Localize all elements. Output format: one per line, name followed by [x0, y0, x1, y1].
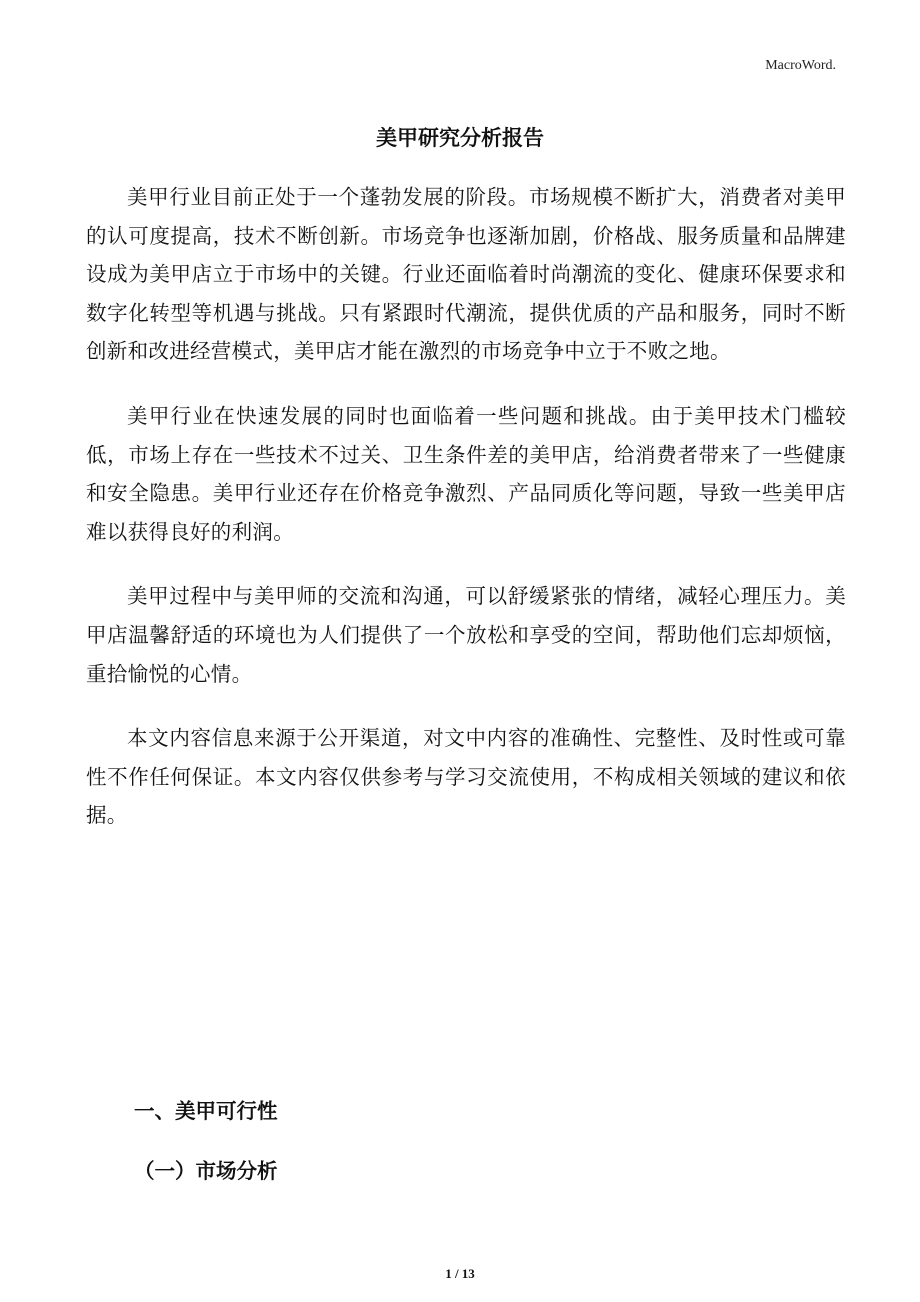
document-title: 美甲研究分析报告 — [376, 126, 544, 150]
section-heading: 一、美甲可行性 — [134, 1099, 278, 1123]
paragraph-3: 美甲过程中与美甲师的交流和沟通，可以舒缓紧张的情绪，减轻心理压力。美甲店温馨舒适的环境也为人们提供了一个放松和享受的空间，帮助他们忘却烦恼，重拾愉悦的心情。 — [86, 584, 846, 686]
document-body — [86, 178, 846, 861]
header-brand: MacroWord. — [765, 58, 836, 73]
paragraph-4: 本文内容信息来源于公开渠道，对文中内容的准确性、完整性、及时性或可靠性不作任何保证。本文内容仅供参考与学习交流使用，不构成相关领域的建议和依据。 — [86, 726, 846, 828]
sub-heading: （一）市场分析 — [134, 1159, 278, 1183]
paragraph-2: 美甲行业在快速发展的同时也面临着一些问题和挑战。由于美甲技术门槛较低，市场上存在一些技术不过关、卫生条件差的美甲店，给消费者带来了一些健康和安全隐患。美甲行业还存在价格竞争激烈、产品同质化等问题，导致一些美甲店难以获得良好的利润。 — [86, 403, 846, 544]
page-number: 1 / 13 — [445, 1266, 475, 1281]
paragraph-1: 美甲行业目前正处于一个蓬勃发展的阶段。市场规模不断扩大，消费者对美甲的认可度提高，技术不断创新。市场竞争也逐渐加剧，价格战、服务质量和品牌建设成为美甲店立于市场中的关键。行业还面临着时尚潮流的变化、健康环保要求和数字化转型等机遇与挑战。只有紧跟时代潮流，提供优质的产品和服务，同时不断创新和改进经营模式，美甲店才能在激烈的市场竞争中立于不败之地。 — [86, 185, 846, 364]
